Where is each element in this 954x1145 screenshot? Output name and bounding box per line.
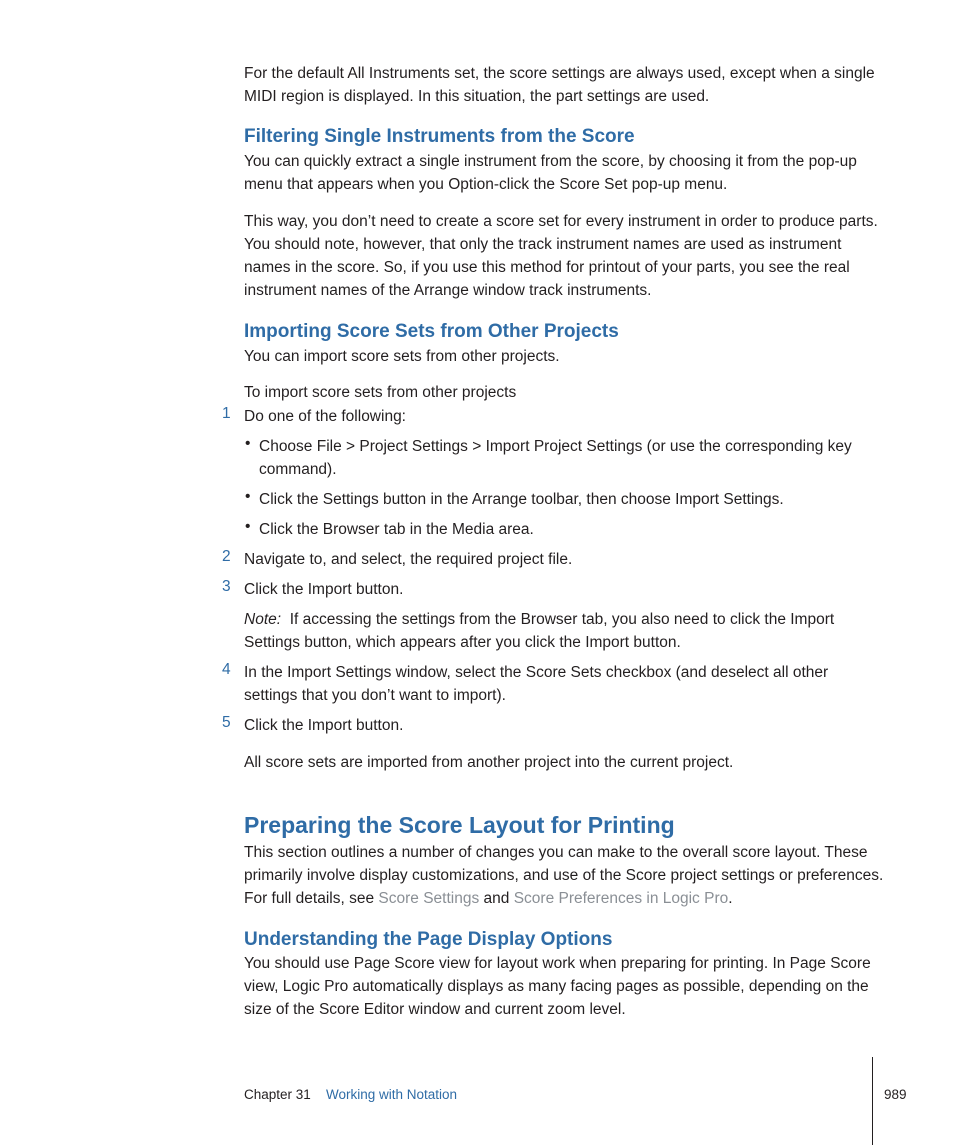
preparing-and: and: [479, 890, 514, 907]
task-title: To import score sets from other projects: [244, 384, 517, 401]
step-number: 4: [222, 661, 231, 678]
link-score-settings[interactable]: Score Settings: [378, 890, 480, 907]
bullet-item: Click the Browser tab in the Media area.: [259, 521, 534, 538]
importing-paragraph: You can import score sets from other projects.: [244, 348, 560, 365]
footer-chapter: Chapter 31: [244, 1087, 311, 1102]
intro-paragraph: For the default All Instruments set, the score settings are always used, except when a single MIDI region is displayed. In this situation, the part settings are used.: [244, 65, 875, 105]
step-number: 2: [222, 548, 231, 565]
bullet-marker: •: [245, 518, 251, 535]
step-number: 5: [222, 714, 231, 731]
preparing-text: This section outlines a number of changes you can make to the overall score layout. These primarily involve display customizations, and use of the Score project settings or preferences. For full details, see: [244, 844, 884, 907]
step-text: In the Import Settings window, select the Score Sets checkbox (and deselect all other settings that you don’t want to import).: [244, 664, 829, 704]
heading-filtering: Filtering Single Instruments from the Score: [244, 126, 635, 147]
heading-preparing: Preparing the Score Layout for Printing: [244, 812, 675, 838]
bullet-item: Click the Settings button in the Arrange toolbar, then choose Import Settings.: [259, 491, 784, 508]
filtering-paragraph-2: This way, you don’t need to create a score set for every instrument in order to produce parts. You should note, however, that only the track instrument names are used as instrument names in the score. So, if you use this method for printout of your parts, you see the real instrument names of the Arrange window track instruments.: [244, 213, 878, 299]
heading-understanding: Understanding the Page Display Options: [244, 929, 613, 950]
filtering-paragraph-1: You can quickly extract a single instrument from the score, by choosing it from the pop-up menu that appears when you Option-click the Score Set pop-up menu.: [244, 153, 857, 193]
footer-page-number: 989: [884, 1087, 907, 1102]
step-number: 1: [222, 405, 231, 422]
understanding-paragraph: You should use Page Score view for layout work when preparing for printing. In Page Score view, Logic Pro automatically displays as many facing pages as possible, depending on the size of the Score Editor window and current zoom level.: [244, 955, 871, 1018]
step-text: Navigate to, and select, the required project file.: [244, 551, 573, 568]
step-text: Do one of the following:: [244, 408, 406, 425]
link-score-preferences[interactable]: Score Preferences in Logic Pro: [513, 890, 729, 907]
note-label: Note:: [244, 611, 282, 628]
preparing-end: .: [728, 890, 733, 907]
bullet-marker: •: [245, 435, 251, 452]
step-number: 3: [222, 578, 231, 595]
footer-chapter-title[interactable]: Working with Notation: [326, 1087, 458, 1102]
step-text: Click the Import button.: [244, 717, 404, 734]
note-paragraph: [244, 608, 884, 654]
bullet-marker: •: [245, 488, 251, 505]
result-paragraph: All score sets are imported from another project into the current project.: [244, 754, 734, 771]
preparing-paragraph: [244, 841, 884, 910]
bullet-item: Choose File > Project Settings > Import Project Settings (or use the corresponding key command).: [259, 438, 852, 478]
note-text: If accessing the settings from the Browser tab, you also need to click the Import Settings button, which appears after you click the Import button.: [244, 611, 835, 651]
step-text: Click the Import button.: [244, 581, 404, 598]
footer-divider: [872, 1057, 873, 1145]
heading-importing: Importing Score Sets from Other Projects: [244, 321, 619, 342]
